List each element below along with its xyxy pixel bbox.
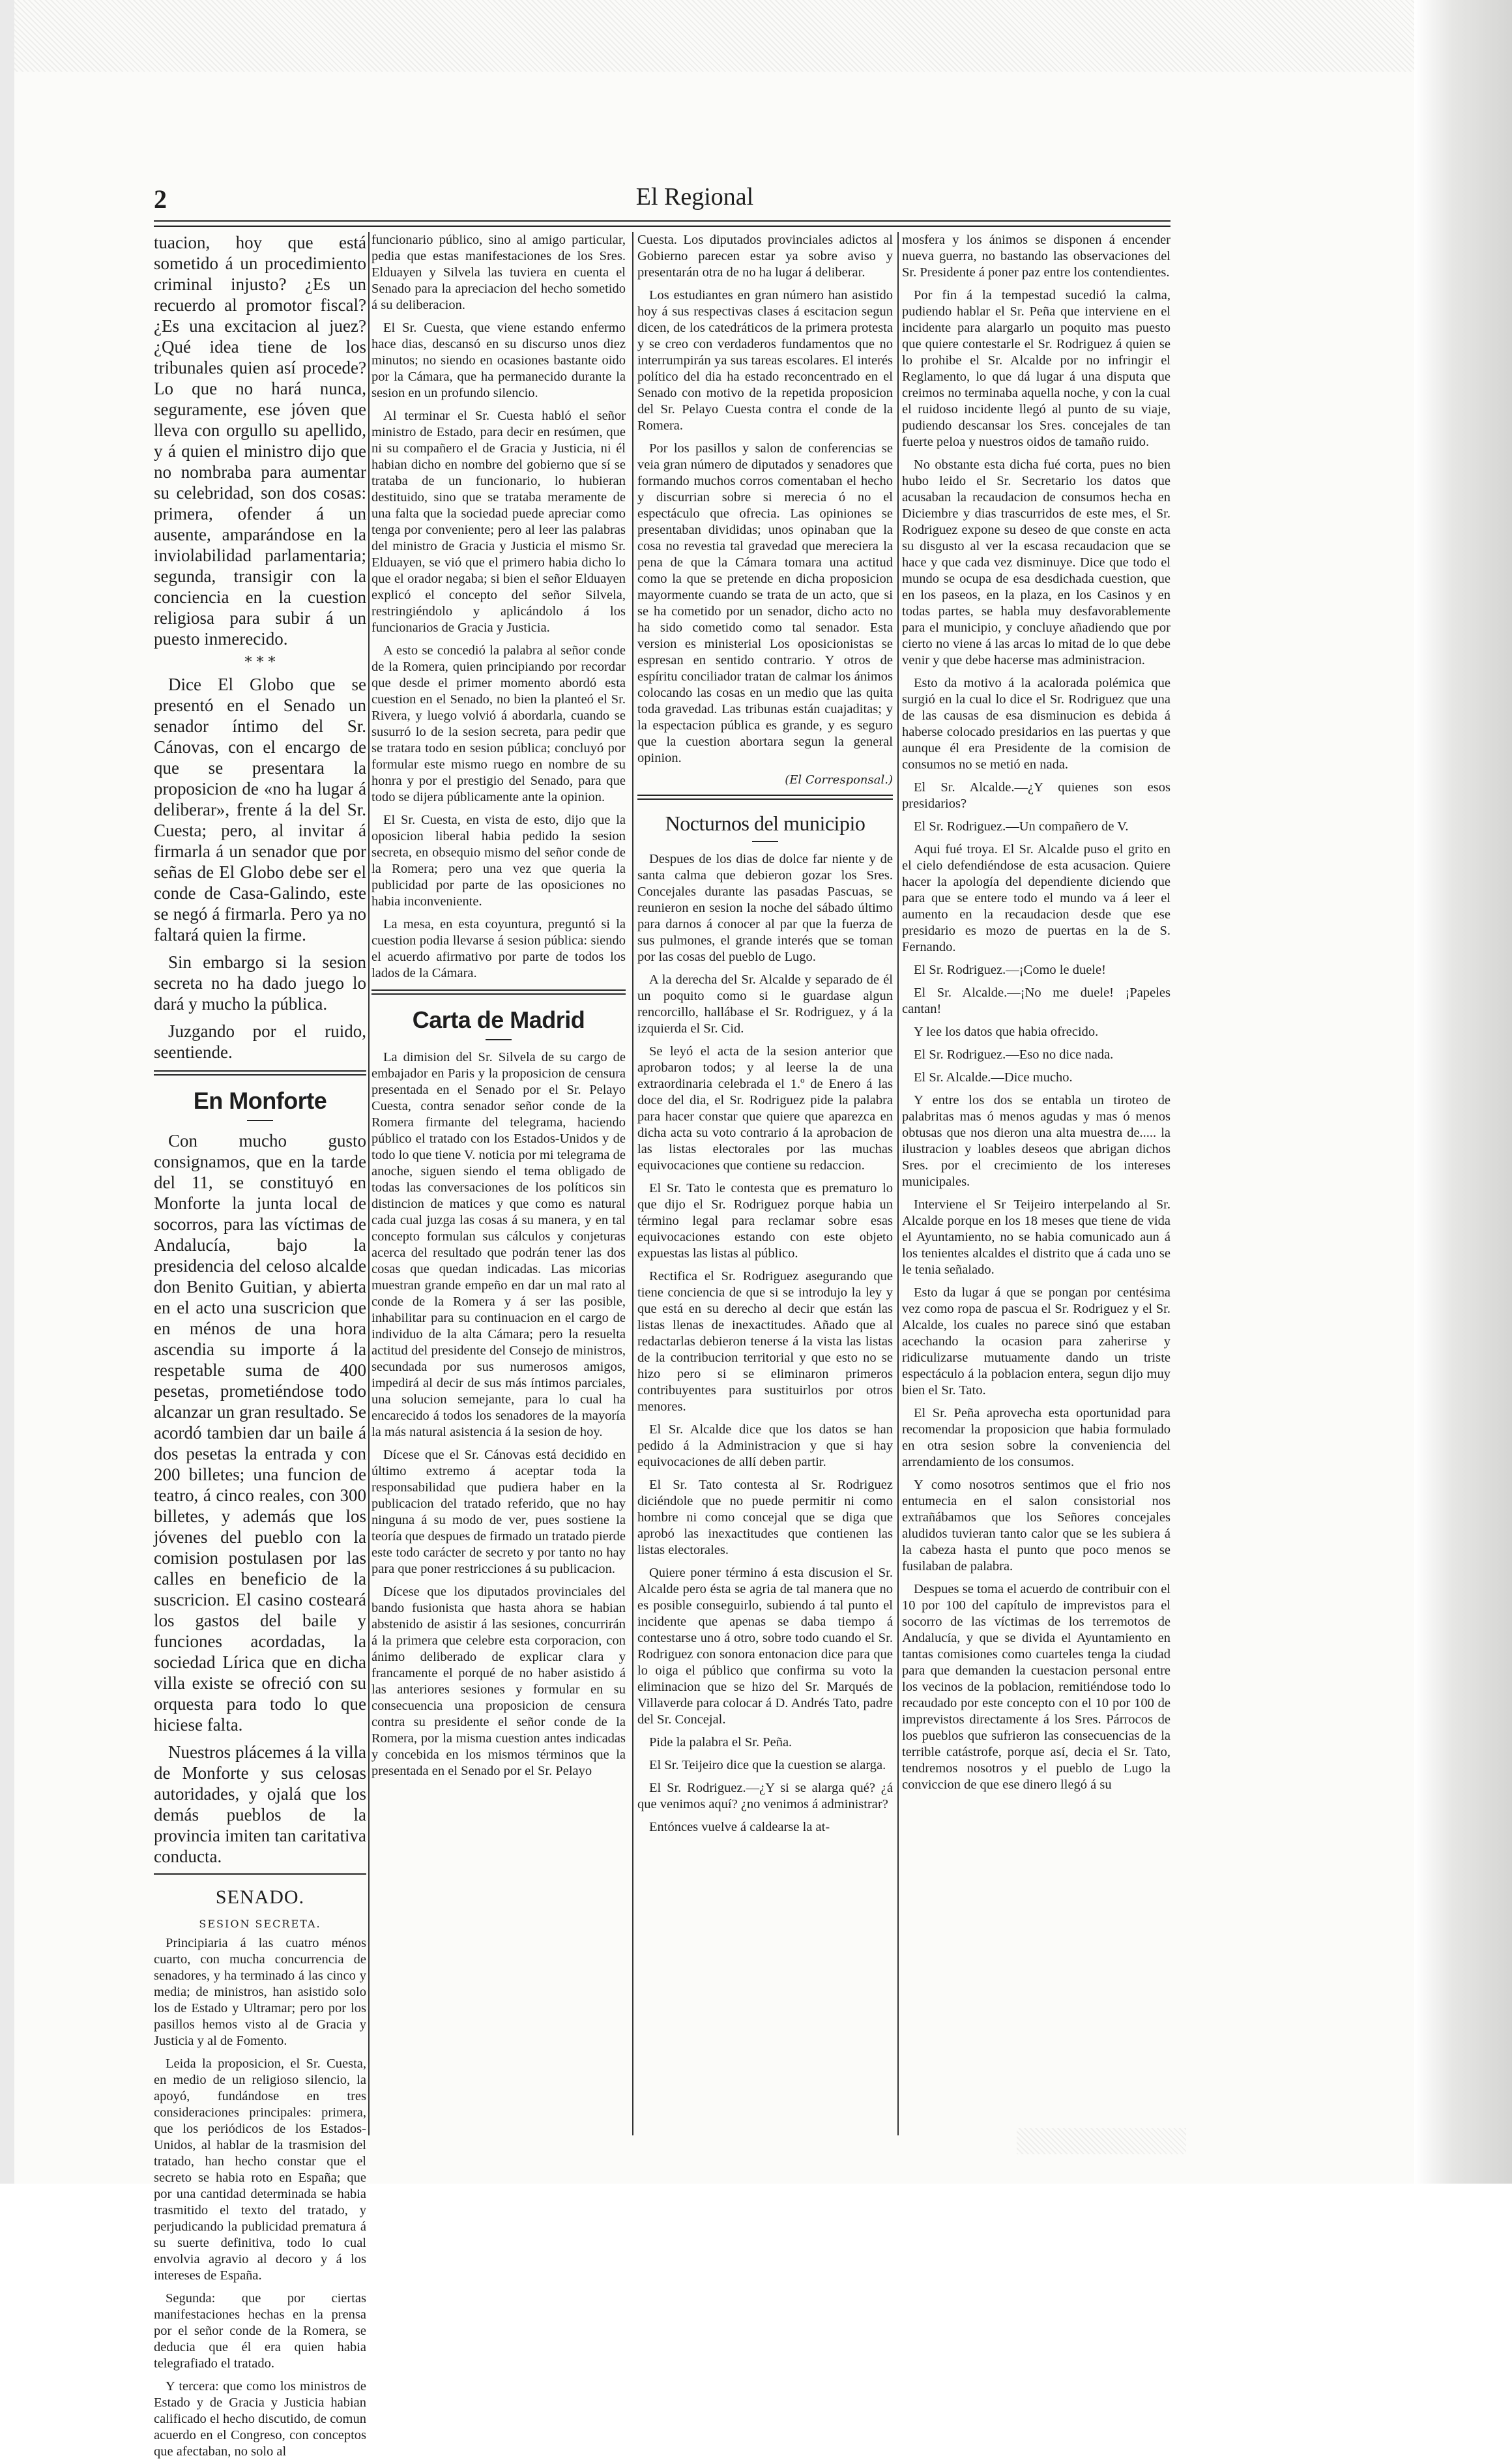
paragraph: funcionario público, sino al amigo particular, pedia que estas manifestaciones de los Sres. Elduayen y Silvela las tuviera en cuenta el Senado para la apreciacion del hecho sometido á su deliberacion. [371, 233, 626, 312]
paragraph: El Sr. Peña aprovecha esta oportunidad para recomendar la proposicion que habia formulado en otra sesion sobre la conveniencia del arrendamiento de los consumos. [902, 1406, 1170, 1469]
section-heading-carta-de-madrid [371, 1006, 626, 1040]
asterism: * * * [244, 654, 276, 671]
heading-text: En Monforte [193, 1087, 327, 1114]
heading-dash [752, 841, 778, 842]
heading-dash [486, 1039, 512, 1040]
paragraph: Con mucho gusto consignamos, que en la tarde del 11, se constituyó en Monforte la junta local de socorros, para las víctimas de Andalucía, bajo la presidencia del celoso alcalde don Benito Guitian, y abierta en el acto una suscricion que en ménos de una hora ascendia su importe á la respetable suma de 400 pesetas, prometiéndose todo alcanzar un gran resultado. Se acordó tambien dar un baile á dos pesetas la entrada y con 200 billetes; una funcion de teatro, á cinco reales, con 300 billetes, y además que los jóvenes del pueblo con la comision postulasen por las calles en beneficio de la suscricion. El casino costeará los gastos del baile y funciones acordadas, la sociedad Lírica que en dicha villa existe se ofreció con su orquesta para todo lo que hiciese falta. [154, 1131, 366, 1735]
paragraph: El Sr. Cuesta, que viene estando enfermo hace dias, descansó en su discurso unos diez minutos; no siendo en ocasiones bastante oido por la Cámara, que ha permanecido durante la sesion en un profundo silencio. [371, 321, 626, 400]
paragraph: No obstante esta dicha fué corta, pues no bien hubo leido el Sr. Secretario los datos que acusaban la recaudacion de consumos hecha en Diciembre y dias trascurridos de este mes, el Sr. Rodriguez expone su deseo de que conste en acta su disgusto al ver la escasa recaudacion que se hace y que cada vez disminuye. Dice que todo el mundo se ocupa de esa desdichada cuestion, que en los paseos, en la plaza, en los Casinos y en todas partes, se habla muy desfavorablemente para el municipio, y concluye añadiendo que por cierto no viene á las arcas lo mitad de lo que debe venir y que debe hacerse mas administracion. [902, 458, 1170, 667]
paragraph: Rectifica el Sr. Rodriguez asegurando que tiene conciencia de que si se introdujo la ley y que está en su derecho al decir que están las listas llenas de inexactitudes. Añado que al redactarlas debieron tenerse á la vista las listas de la contribucion territorial y que esto no se hizo pero si se eliminaron primeros contribuyentes para sustituirlos por otros menores. [637, 1269, 893, 1414]
paragraph: mosfera y los ánimos se disponen á encender nueva guerra, no bastando las observaciones del Sr. Presidente á poner paz entre los contendientes. [902, 233, 1170, 280]
paragraph: Los estudiantes en gran número han asistido hoy á sus respectivas clases á escitacion segun dicen, de los catedráticos de la primera protesta y se creo con verdaderos fundamentos que no interrumpirán ya sus tareas escolares. El interés político del dia ha estado reconcentrado en el Senado con motivo de la repetida proposicion del Sr. Pelayo Cuesta contra el conde de la Romera. [637, 288, 893, 433]
paragraph: Al terminar el Sr. Cuesta habló el señor ministro de Estado, para decir en resúmen, que ni su compañero el de Gracia y Justicia, ni él habian dicho en nombre del gobierno que sí se trataba de un funcionario, lo hubieran destituido, sino que se trataba meramente de una falta que la sociedad puede apreciar como tenga por conveniente; pero al leer las palabras del ministro de Gracia y Justicia el mismo Sr. Elduayen, se vió que el primero habia dicho lo que el orador negaba; si bien el señor Elduayen explicó el concepto del señor Silvela, restringiéndolo y aplicándolo á los funcionarios de Gracia y Justicia. [371, 409, 626, 635]
paragraph: Sin embargo si la sesion secreta no ha dado juego lo dará y mucho la pública. [154, 952, 366, 1014]
paragraph: Despues de los dias de dolce far niente y de santa calma que debieron gozar los Sres. Concejales durante las pasadas Pascuas, se reunieron en sesion la noche del sábado último para darnos á conocer al par que la fuerza de sus pulmones, el grande interés que se toman por las cosas del pueblo de Lugo. [637, 852, 893, 964]
paragraph: El Sr. Rodriguez.—Un compañero de V. [914, 819, 1129, 834]
paragraph: Dice El Globo que se presentó en el Senado un senador íntimo del Sr. Cánovas, con el encargo de que se presentara la proposicion de «no ha lugar á deliberar», frente á la del Sr. Cuesta; pero, al invitar á firmarla á un senador que por señas de El Globo debe ser el conde de Casa-Galindo, este se negó á firmarla. Pero ya no faltará quien la firme. [154, 675, 366, 944]
paragraph: El Sr. Alcalde.—¡No me duele! ¡Papeles cantan! [902, 986, 1170, 1016]
paragraph: El Sr. Alcalde dice que los datos se han pedido á la Administracion y que si hay equivocaciones de allí deben partir. [637, 1422, 893, 1469]
column-2 [371, 232, 626, 2135]
scan-right-edge [1414, 0, 1512, 2184]
paragraph: Y como nosotros sentimos que el frio nos entumecia en el salon consistorial nos extrañábamos que los Señores concejales aludidos tuvieran tanto calor que se les subiera á la cabeza hasta el punto que poco menos se fusilaban de palabra. [902, 1478, 1170, 1574]
paragraph: Y entre los dos se entabla un tiroteo de palabritas mas ó menos agudas y mas ó menos obtusas que nos dieron una alta muestra de..... la ilustracion y loables deseos que abrigan dichos Sres. por el crecimiento de los intereses municipales. [902, 1093, 1170, 1189]
header-rule [154, 220, 1170, 227]
heading-text: Carta de Madrid [412, 1006, 585, 1033]
paragraph: A la derecha del Sr. Alcalde y separado de él un poquito como si le guardase algun rencorcillo, hallábase el Sr. Rodriguez, y á la izquierda el Sr. Cid. [637, 973, 893, 1036]
paragraph: El Sr. Alcalde.—¿Y quienes son esos presidarios? [902, 780, 1170, 811]
paragraph: Pide la palabra el Sr. Peña. [649, 1735, 792, 1750]
section-divider [371, 989, 626, 995]
paragraph: Leida la proposicion, el Sr. Cuesta, en medio de un religioso silencio, la apoyó, fundándose en tres consideraciones principales: primera, que los periódicos de los Estados-Unidos, al hablar de la trasmision del tratado, han hecho constar que el secreto se habia roto en España; que por una cantidad determinada se habia trasmitido el texto del tratado, y perjudicando la publicidad prematura á su suerte definitiva, todo lo cual envolvia agravio al decoro y á los intereses de España. [154, 2057, 366, 2283]
paragraph: El Sr. Rodriguez.—Eso no dice nada. [914, 1047, 1114, 1062]
paragraph: Interviene el Sr Teijeiro interpelando al Sr. Alcalde porque en los 18 meses que tiene de vida el Ayuntamiento, no se habia comunicado aun á los tenientes alcaldes el distrito que á cada uno se le tenia señalado. [902, 1197, 1170, 1277]
paragraph: Se leyó el acta de la sesion anterior que aprobaron todos; y al leerse la de una extraordinaria celebrada el 1.º de Enero á las doce del dia, el Sr. Rodriguez pide la palabra para hacer constar que quiere que aparezca en dicha acta su voto contrario á la aprobacion de las listas electorales por las muchas equivocaciones que contiene su redaccion. [637, 1044, 893, 1173]
paragraph: Segunda: que por ciertas manifestaciones hechas en la prensa por el señor conde de la Romera, se deducia que él era quien habia telegrafiado el tratado. [154, 2291, 366, 2371]
column-4 [902, 232, 1170, 2135]
paragraph: Juzgando por el ruido, seentiende. [154, 1021, 366, 1062]
section-divider [154, 1873, 366, 1875]
page-header [154, 184, 1170, 218]
paragraph: Principiaria á las cuatro ménos cuarto, con mucha concurrencia de senadores, y ha terminado á las cinco y media; de ministros, han asistido solo los de Estado y Ultramar; pero por los pasillos hemos visto al de Gracia y Justicia y al de Fomento. [154, 1936, 366, 2048]
paragraph: La dimision del Sr. Silvela de su cargo de embajador en Paris y la proposicion de censura presentada en el Senado por el Sr. Pelayo Cuesta, contra senador señor conde de la Romera firmante del telegrama, haciendo público el tratado con los Estados-Unidos y de todo lo que tiene V. noticia por mi telegrama de anoche, siguen siendo el tema obligado de todas las conversaciones de los políticos sin distincion de matices y que como es natural cada cual juzga las cosas á su manera, y en tal concepto formulan sus cálculos y conjeturas acerca del resultado que podrán tener las dos cosas que quedan indicadas. Las micorias muestran grande empeño en dar un mal rato al conde de la Romera y á ser las posible, inhabilitar para su continuacion en el cargo de individuo de la alta Cámara; pero la resuelta actitud del presidente del Consejo de ministros, secundada por sus numerosos amigos, impedirá al decir de sus más íntimos parciales, una solucion semejante, para lo cual ha encarecido á todos los senadores de la mayoría la más natural asistencia á la sesion de hoy. [371, 1050, 626, 1439]
paragraph: Y tercera: que como los ministros de Estado y de Gracia y Justicia habian calificado el hecho discutido, de comun acuerdo en el Congreso, con conceptos que afectaban, no solo al [154, 2379, 366, 2459]
paragraph: Esto da motivo á la acalorada polémica que surgió en la cual lo dice el Sr. Rodriguez que una de las causas de esa disminucion es debida á haberse colocado presidarios en las puertas y que aunque él era Presidente de la comision de consumos no se metió en nada. [902, 676, 1170, 772]
paragraph: El Sr. Cuesta, en vista de esto, dijo que la oposicion liberal habia pedido la sesion secreta, en obsequio mismo del señor conde de la Romera; pero una vez que queria la publicidad por parte de las oposiciones no habia inconveniente. [371, 813, 626, 909]
paragraph: Despues se toma el acuerdo de contribuir con el 10 por 100 del capítulo de imprevistos para el socorro de las víctimas de los terremotos de Andalucía, y que se divida el Ayuntamiento en tantas comisiones como cuarteles tenga la ciudad para que demanden la cuestacion personal entre los vecinos de la poblacion, remitiéndose todo lo recaudado por este concepto con el 10 por 100 de imprevistos directamente á los Sres. Párrocos de los pueblos que sufrieron las consecuencias de la terrible catástrofe, porque así, decia el Sr. Tato, tendremos nosotros y el pueblo de Lugo la conviccion de que ese dinero llegó á su [902, 1582, 1170, 1792]
paragraph: El Sr. Tato contesta al Sr. Rodriguez diciéndole que no puede permitir ni como hombre ni como concejal que se diga que aprobó las inexactitudes que contienen las listas electorales. [637, 1478, 893, 1557]
correspondent-signature: (El Corresponsal.) [785, 773, 893, 787]
section-divider [637, 795, 893, 800]
paragraph: Quiere poner término á esta discusion el Sr. Alcalde pero ésta se agria de tal manera que no es posible conseguirlo, subiendo á tal punto el incidente que apenas se daba tiempo á contestarse uno á otro, sobre todo cuando el Sr. Rodriguez con sonora entonacion dice para que lo oiga el público que confirma su voto la eliminacion que se hizo del Sr. Marqués de Villaverde para colocar á D. Andrés Tato, padre del Sr. Concejal. [637, 1566, 893, 1727]
page-number: 2 [154, 184, 167, 214]
subheading: SESION SECRETA. [199, 1918, 321, 1930]
column-rule-3 [897, 232, 899, 2135]
paragraph: Dícese que el Sr. Cánovas está decidido en último extremo á aceptar toda la responsabilidad que pudiera haber en la publicacion del tratado referido, que no hay ninguna á su modo de ver, pues sostiene la teoría que despues de firmado un tratado pierde este todo carácter de secreto y por tanto no hay para que poner restricciones á su publicacion. [371, 1448, 626, 1576]
column-1 [154, 232, 366, 2459]
paragraph: Nuestros plácemes á la villa de Monforte y sus celosas autoridades, y ojalá que los demás pueblos de la provincia imiten tan caritativa conducta. [154, 1742, 366, 1866]
paragraph: Dícese que los diputados provinciales del bando fusionista que hasta ahora se habian abstenido de asistir á las sesiones, concurrirán á la primera que celebre esta corporacion, con ánimo deliberado de explicar clara y francamente el porqué de no haber asistido á las anteriores sesiones y formular en su consecuencia una proposicion de censura contra su presidente el señor conde de la Romera, por la misma cuestion antes indicadas y concebida en los mismos términos que la presentada en el Senado por el Sr. Pelayo [371, 1585, 626, 1778]
paragraph: El Sr. Rodriguez.—¡Como le duele! [914, 963, 1106, 977]
scan-noise-top [0, 0, 1512, 72]
scan-left-edge [0, 0, 14, 2184]
paragraph: Aqui fué troya. El Sr. Alcalde puso el grito en el cielo defendiéndose de esta acusacion. Quiere hacer la apología del dependiente diciendo que para que se entere todo el mundo va á leer el aumento en la recaudacion desde que ese presidario es mozo de puertas en la de S. Fernando. [902, 842, 1170, 954]
paragraph: Por los pasillos y salon de conferencias se veia gran número de diputados y senadores que formando muchos corros comentaban el hecho y discurrian sobre si merecia ó no el espectáculo que ofrecia. Las opiniones se presentaban divididas; unos opinaban que la cosa no revestia tal gravedad que mereciera la pena de que la Cámara tomara una actitud como la que se pretende en dicha proposicion mayormente cuando se trata de un acto, que si se ha cometido por un senador, dicho acto no ha sido cometido como tal senador. Esta version es ministerial Los oposicionistas se espresan en sentido contrario. Y otros de espíritu conciliador tratan de calmar los ánimos colocando las cosas en un medio que las quita toda gravedad. Las tribunas están cuajaditas; y la espectacion pública es grande, y es seguro que la cuestion abortara segun la general opinion. [637, 441, 893, 765]
section-heading-monforte [154, 1087, 366, 1121]
paragraph: El Sr. Alcalde.—Dice mucho. [914, 1070, 1073, 1085]
paragraph: La mesa, en esta coyuntura, preguntó si la cuestion podia llevarse á sesion pública: siendo el acuerdo afirmativo por parte de todos los lados de la Cámara. [371, 917, 626, 980]
column-rule-1 [368, 232, 370, 2135]
heading-dash [247, 1120, 273, 1121]
section-divider [154, 1070, 366, 1076]
column-3 [637, 232, 893, 2135]
paragraph: Y lee los datos que habia ofrecido. [914, 1025, 1099, 1039]
heading-text: SENADO. [215, 1886, 305, 1908]
paragraph: Cuesta. Los diputados provinciales adictos al Gobierno parecen estar ya sobre aviso y presentarán otra de no ha lugar á deliberar. [637, 233, 893, 280]
column-rule-2 [632, 232, 633, 2135]
paragraph: tuacion, hoy que está sometido á un procedimiento criminal injusto? ¿Es un recuerdo al promotor fiscal? ¿Es una excitacion al juez? ¿Qué idea tiene de los tribunales quien así procede? Lo que no hará nunca, seguramente, ese jóven que lleva con orgullo su apellido, y á quien el ministro dijo que no nombraba para aumentar su celebridad, son dos cosas: primera, ofender á un ausente, amparándose en la inviolabilidad parlamentaria; segunda, transigir con la conciencia en la cuestion religiosa para subir á un puesto inmerecido. [154, 233, 366, 649]
paragraph: El Sr. Rodriguez.—¿Y si se alarga qué? ¿á que venimos aquí? ¿no venimos á administrar? [637, 1781, 893, 1811]
paragraph: Por fin á la tempestad sucedió la calma, pudiendo hablar el Sr. Peña que interviene en el incidente para alargarlo un poquito mas puesto que quiere contestarle el Sr. Rodriguez á quien se lo prohibe el Sr. Alcalde por no infringir el Reglamento, lo que dá lugar á una disputa que creimos no terminaba aquella noche, y con la cual el ruidoso incidente llegó al punto de su viaje, pudiendo descansar los Sres. concejales de tan fuerte peloa y nuestros oidos de tamaño ruido. [902, 288, 1170, 449]
paragraph: Entónces vuelve á caldearse la at- [649, 1820, 830, 1834]
paragraph: A esto se concedió la palabra al señor conde de la Romera, quien principiando por recordar que desde el primer momento abordó esta cuestion en el Senado, no bien la planteó el Sr. Rivera, y luego volvió á abordarla, cuando se susurró lo de la sesion secreta, para pedir que se tratara todo en sesion pública; concluyó por formular este mismo ruego en nombre de su honra y por el prestigio del Senado, para que todo se dijera públicamente ante la opinion. [371, 643, 626, 804]
heading-text: Nocturnos del municipio [665, 812, 865, 835]
paragraph: El Sr. Teijeiro dice que la cuestion se alarga. [649, 1758, 886, 1772]
section-heading-nocturnos [637, 812, 893, 842]
paragraph: Esto da lugar á que se pongan por centésima vez como ropa de pascua el Sr. Rodriguez y el Sr. Alcalde, los cuales no parece sinó que estaban acechando la ocasion para zaherirse y ridiculizarse mutuamente dando un triste espectáculo á la poblacion entera, segun dijo muy bien el Sr. Tato. [902, 1285, 1170, 1398]
paragraph: El Sr. Tato le contesta que es prematuro lo que dijo el Sr. Rodriguez porque habia un término legal para reclamar sobre esas equivocaciones estando con este objeto expuestas las listas al público. [637, 1181, 893, 1261]
section-heading-senado [154, 1886, 366, 1909]
newspaper-name: El Regional [635, 183, 754, 211]
